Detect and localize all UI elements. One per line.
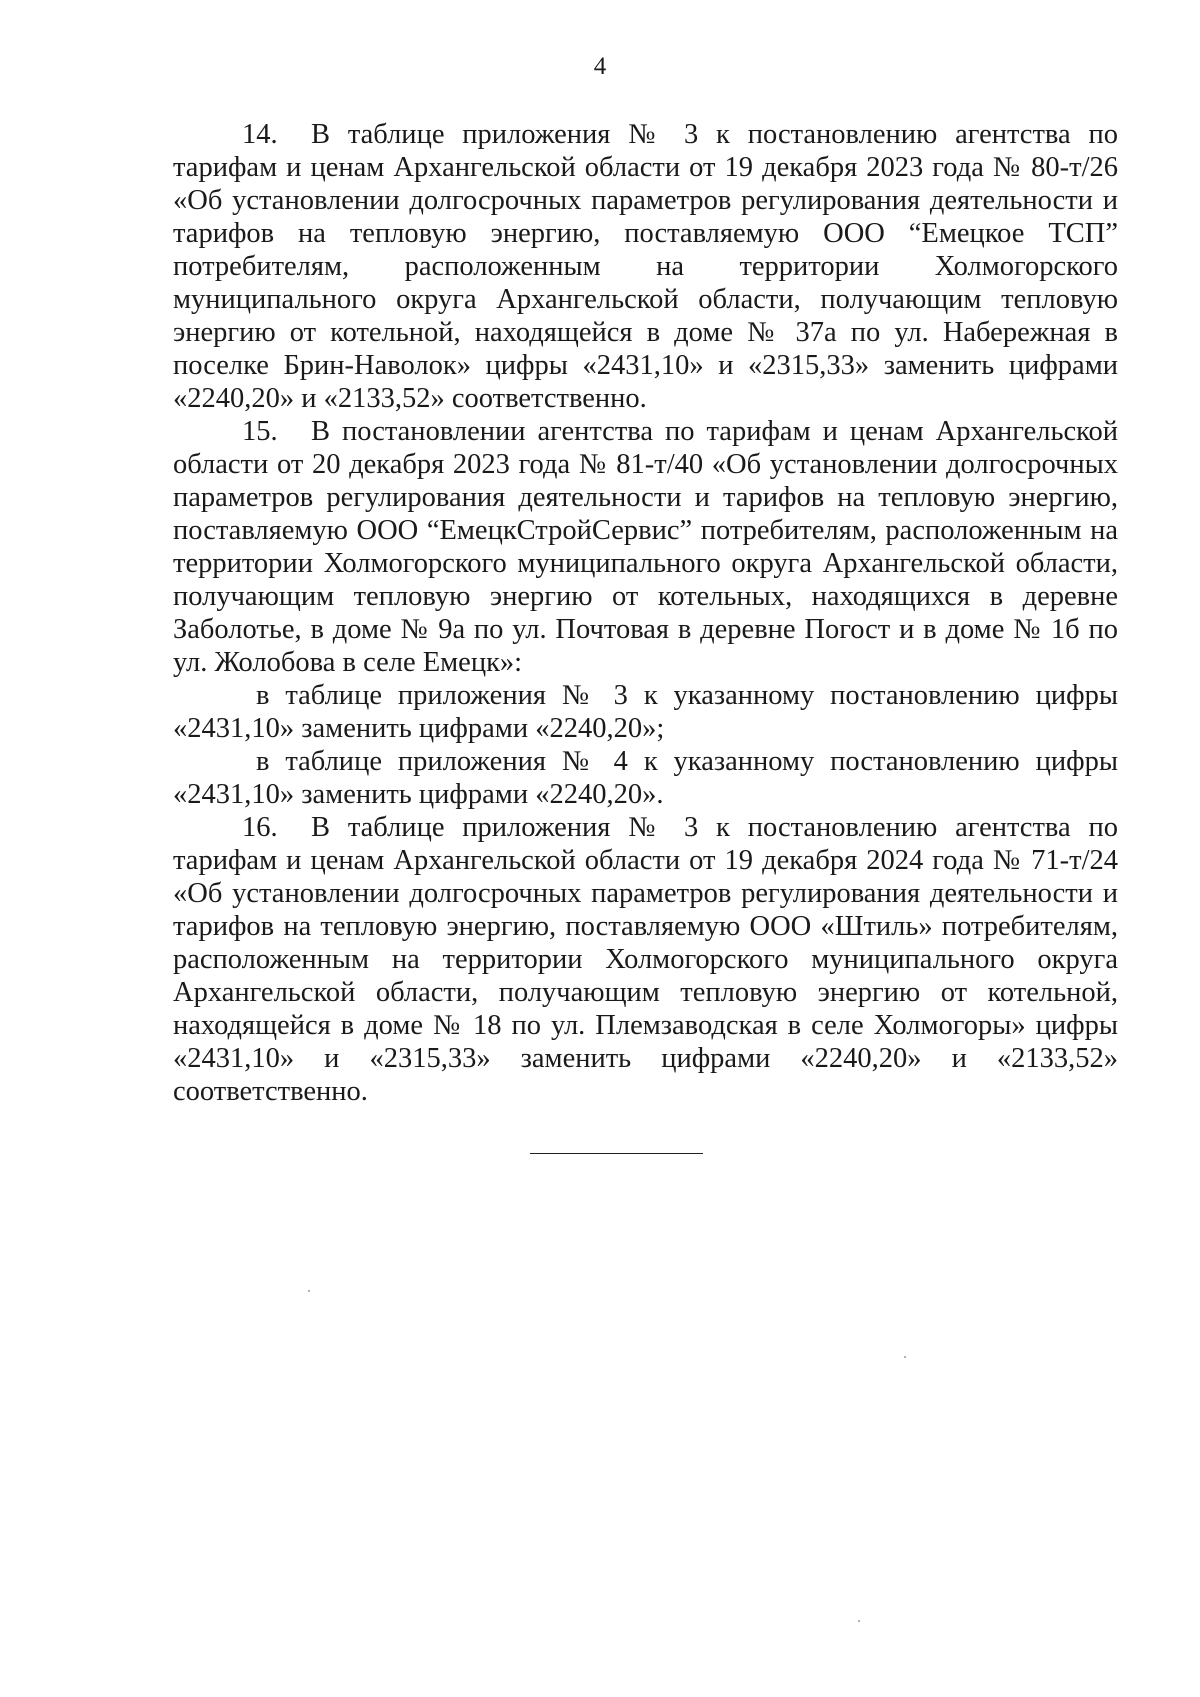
document-body (173, 118, 1118, 1108)
scan-speck (858, 1620, 860, 1622)
paragraph-number: 15. (242, 416, 278, 447)
paragraph-text: В постановлении агентства по тарифам и ценам Архангельской области от 20 декабря 2023 года № 81-т/40 «Об установлении долгосрочных параметров регулирования деятельности и тарифов на тепловую энергию, поставляемую ООО “ЕмецкСтройСервис” потребителям, расположенным на территории Холмогорского муниципального округа Архангельской области, получающим тепловую энергию от котельных, находящихся в деревне Заболотье, в доме № 9а по ул. Почтовая в деревне Погост и в доме № 1б по ул. Жолобова в селе Емецк»: (173, 416, 1118, 678)
scan-speck (308, 1290, 310, 1292)
paragraph-15 (173, 415, 1118, 679)
end-separator-line (530, 1153, 703, 1154)
page-number: 4 (593, 53, 607, 80)
paragraph-number: 16. (242, 812, 278, 843)
subitem-appendix-3: в таблице приложения № 3 к указанному постановлению цифры «2431,10» заменить цифрами «2240,20»; (173, 680, 1118, 744)
paragraph-number: 14. (242, 119, 278, 150)
paragraph-14 (173, 118, 1118, 415)
scan-speck (904, 1356, 906, 1358)
paragraph-text: В таблице приложения № 3 к постановлению агентства по тарифам и ценам Архангельской области от 19 декабря 2023 года № 80-т/26 «Об установлении долгосрочных параметров регулирования деятельности и тарифов на тепловую энергию, поставляемую ООО “Емецкое ТСП” потребителям, расположенным на территории Холмогорского муниципального округа Архангельской области, получающим тепловую энергию от котельной, находящейся в доме № 37а по ул. Набережная в поселке Брин-Наволок» цифры «2431,10» и «2315,33» заменить цифрами «2240,20» и «2133,52» соответственно. (173, 119, 1118, 414)
paragraph-16 (173, 811, 1118, 1108)
subitem-appendix-4: в таблице приложения № 4 к указанному постановлению цифры «2431,10» заменить цифрами «2240,20». (173, 746, 1118, 810)
paragraph-text: В таблице приложения № 3 к постановлению агентства по тарифам и ценам Архангельской области от 19 декабря 2024 года № 71-т/24 «Об установлении долгосрочных параметров регулирования деятельности и тарифов на тепловую энергию, поставляемую ООО «Штиль» потребителям, расположенным на территории Холмогорского муниципального округа Архангельской области, получающим тепловую энергию от котельной, находящейся в доме № 18 по ул. Племзаводская в селе Холмогоры» цифры «2431,10» и «2315,33» заменить цифрами «2240,20» и «2133,52» соответственно. (173, 812, 1118, 1107)
